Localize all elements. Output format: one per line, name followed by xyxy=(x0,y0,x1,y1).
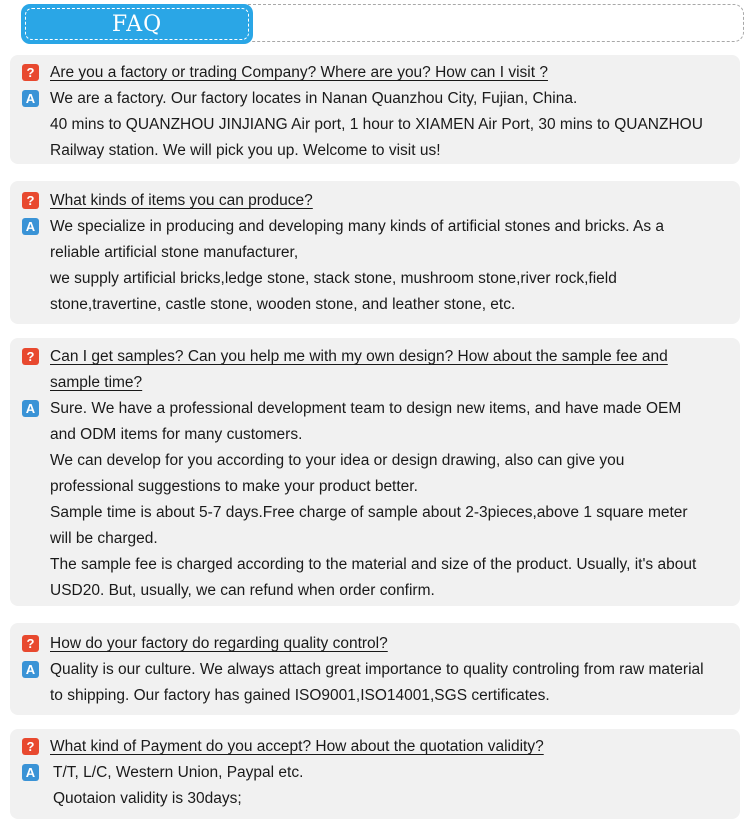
answer-text xyxy=(50,657,704,709)
answer-line: we supply artificial bricks,ledge stone, stack stone, mushroom stone,river rock,field xyxy=(50,270,617,287)
answer-row xyxy=(22,657,732,709)
answer-a-icon: A xyxy=(22,218,39,235)
question-row xyxy=(22,631,732,657)
faq-item-1 xyxy=(10,55,740,164)
question-text xyxy=(50,631,388,657)
answer-line: 40 mins to QUANZHOU JINJIANG Air port, 1 hour to XIAMEN Air Port, 30 mins to QUANZHOU xyxy=(50,116,703,133)
answer-a-icon: A xyxy=(22,764,39,781)
answer-line: T/T, L/C, Western Union, Paypal etc. xyxy=(53,764,304,781)
answer-line: reliable artificial stone manufacturer, xyxy=(50,244,299,261)
question-line: Are you a factory or trading Company? Where are you? How can I visit ? xyxy=(50,64,548,81)
answer-text xyxy=(50,214,664,318)
answer-line: Sure. We have a professional development team to design new items, and have made OEM xyxy=(50,400,682,417)
answer-row xyxy=(22,396,732,604)
question-mark-icon: ? xyxy=(22,192,39,209)
question-mark-icon: ? xyxy=(22,64,39,81)
answer-row xyxy=(22,86,732,164)
question-row xyxy=(22,734,732,760)
answer-line: Quotaion validity is 30days; xyxy=(53,790,242,807)
page-title: FAQ xyxy=(111,11,163,37)
question-text xyxy=(50,60,548,86)
faq-header xyxy=(8,4,744,44)
answer-row xyxy=(22,760,732,812)
faq-title-tab-border xyxy=(25,8,249,40)
answer-line: stone,travertine, castle stone, wooden stone, and leather stone, etc. xyxy=(50,296,516,313)
answer-line: Quality is our culture. We always attach great importance to quality controling from raw material xyxy=(50,661,704,678)
answer-line: and ODM items for many customers. xyxy=(50,426,303,443)
question-text xyxy=(50,188,313,214)
answer-line: USD20. But, usually, we can refund when order confirm. xyxy=(50,582,435,599)
answer-text xyxy=(50,86,703,164)
question-line: How do your factory do regarding quality control? xyxy=(50,635,388,652)
question-line: sample time? xyxy=(50,374,143,391)
faq-item-3 xyxy=(10,338,740,606)
answer-line: to shipping. Our factory has gained ISO9001,ISO14001,SGS certificates. xyxy=(50,687,550,704)
question-line: What kinds of items you can produce? xyxy=(50,192,313,209)
header-dashed-frame xyxy=(248,4,744,42)
answer-text xyxy=(50,396,696,604)
question-row xyxy=(22,344,732,396)
answer-row xyxy=(22,214,732,318)
question-text xyxy=(50,734,544,760)
answer-a-icon: A xyxy=(22,90,39,107)
answer-text xyxy=(53,760,303,812)
answer-line: professional suggestions to make your product better. xyxy=(50,478,418,495)
question-row xyxy=(22,188,732,214)
answer-line: We specialize in producing and developing many kinds of artificial stones and bricks. As a xyxy=(50,218,665,235)
answer-a-icon: A xyxy=(22,661,39,678)
faq-title-tab xyxy=(21,4,253,44)
answer-line: We are a factory. Our factory locates in Nanan Quanzhou City, Fujian, China. xyxy=(50,90,578,107)
answer-line: We can develop for you according to your idea or design drawing, also can give you xyxy=(50,452,625,469)
question-line: Can I get samples? Can you help me with my own design? How about the sample fee and xyxy=(50,348,668,365)
answer-line: Railway station. We will pick you up. Welcome to visit us! xyxy=(50,142,441,159)
faq-item-5 xyxy=(10,729,740,819)
question-text xyxy=(50,344,668,396)
answer-a-icon: A xyxy=(22,400,39,417)
question-mark-icon: ? xyxy=(22,635,39,652)
answer-line: will be charged. xyxy=(50,530,158,547)
question-row xyxy=(22,60,732,86)
answer-line: The sample fee is charged according to the material and size of the product. Usually, it's about xyxy=(50,556,697,573)
faq-item-2 xyxy=(10,181,740,324)
question-mark-icon: ? xyxy=(22,348,39,365)
answer-line: Sample time is about 5-7 days.Free charge of sample about 2-3pieces,above 1 square meter xyxy=(50,504,688,521)
question-line: What kind of Payment do you accept? How about the quotation validity? xyxy=(50,738,544,755)
faq-item-4 xyxy=(10,623,740,715)
question-mark-icon: ? xyxy=(22,738,39,755)
